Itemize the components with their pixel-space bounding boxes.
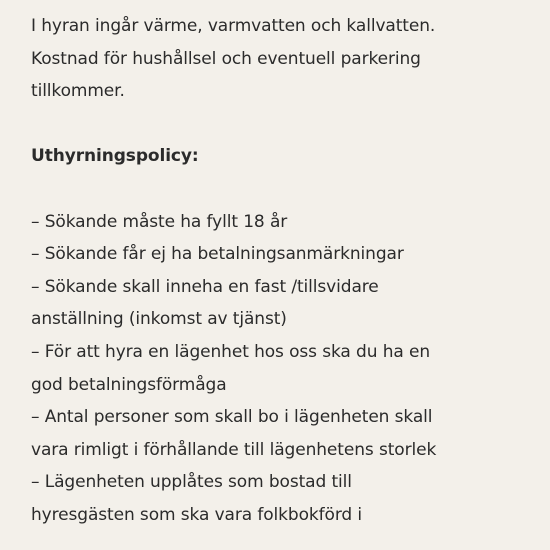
policy-line: – Lägenheten upplåtes som bostad till: [31, 472, 352, 493]
intro-line: Kostnad för hushållsel och eventuell parkering: [31, 48, 421, 69]
policy-line: – Sökande skall inneha en fast /tillsvidare: [31, 276, 379, 297]
paragraph-gap: [31, 173, 524, 206]
policy-line: – Sökande får ej ha betalningsanmärkningar: [31, 244, 404, 265]
policy-line: hyresgästen som ska vara folkbokförd i: [31, 504, 363, 525]
policy-line: god betalningsförmåga: [31, 374, 227, 395]
policy-line: – Sökande måste ha fyllt 18 år: [31, 211, 288, 232]
policy-line: vara rimligt i förhållande till lägenhetens storlek: [31, 439, 437, 460]
policy-line: – Antal personer som skall bo i lägenheten skall: [31, 407, 433, 428]
policy-line: – För att hyra en lägenhet hos oss ska du ha en: [31, 341, 431, 362]
paragraph-gap: [31, 108, 524, 141]
intro-line: tillkommer.: [31, 81, 125, 102]
policy-line: anställning (inkomst av tjänst): [31, 309, 287, 330]
policy-heading: Uthyrningspolicy:: [31, 146, 199, 167]
intro-line: I hyran ingår värme, varmvatten och kallvatten.: [31, 16, 436, 36]
